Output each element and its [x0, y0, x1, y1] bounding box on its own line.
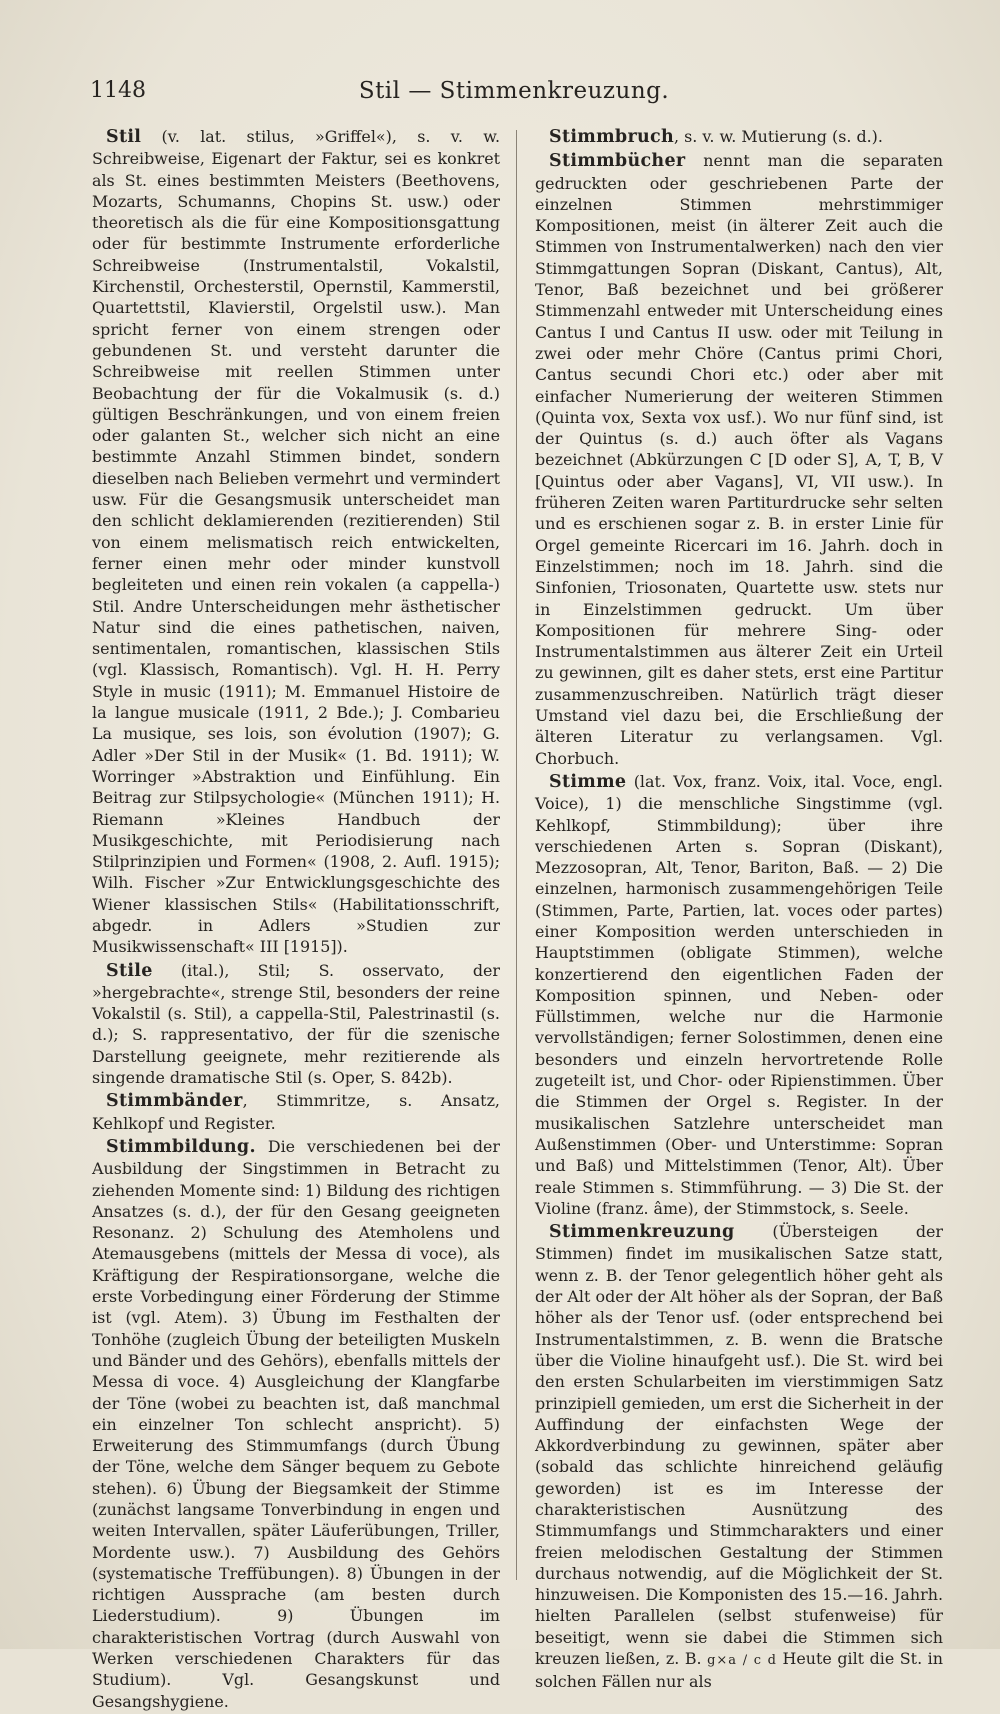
entry-lemma: Stimmbildung. — [106, 1136, 256, 1157]
page-header — [90, 78, 938, 114]
entry-stimmbaender — [92, 1090, 500, 1134]
entry-stil — [92, 126, 500, 958]
entry-stimmenkreuzung — [535, 1221, 943, 1693]
right-column — [535, 126, 943, 1695]
entry-lemma: Stil — [106, 127, 142, 147]
entry-text: , Stimmritze, s. Ansatz, Kehlkopf und Register. — [92, 1091, 500, 1133]
entry-text: (ital.), Stil; S. osservato, der »hergebrachte«, strenge Stil, besonders der reine Vokalstil (s. Stil), a cappella-Stil, Palestrinastil (s. d.); S. rappresentativo, der für die szenische Darstellung geeignete, mehr rezitierende als singende dramatische Stil (s. Oper, S. 842b). — [92, 960, 500, 1088]
entry-stimme — [535, 771, 943, 1219]
entry-text: nennt man die separaten gedruckten oder geschriebenen Parte der einzelnen Stimmen mehrstimmiger Kompositionen, meist (in älterer Zeit auch die Stimmen von Instrumentalwerken) nach den vier Stimmgattungen Sopran (Diskant, Cantus), Alt, Tenor, Baß bezeichnet und bei größerer Stimmenzahl entweder mit Unterscheidung eines Cantus I und Cantus II usw. oder mit Teilung in zwei oder mehr Chöre (Cantus primi Chori, Cantus secundi Chori etc.) oder aber mit einfacher Numerierung der weiteren Stimmen (Quinta vox, Sexta vox usf.). Wo nur fünf sind, ist der Quintus (s. d.) auch öfter als Vagans bezeichnet (Abkürzungen C [D oder S], A, T, B, V [Quintus oder aber Vagans], VI, VII usw.). In früheren Zeiten waren Partiturdrucke sehr selten und es erschienen sogar z. B. in erster Linie für Orgel gemeinte Ricercari im 16. Jahrh. doch in Einzelstimmen; noch im 18. Jahrh. sind die Sinfonien, Triosonaten, Quartette usw. stets nur in Einzelstimmen gedruckt. Um über Kompositionen für mehrere Sing- oder Instrumentalstimmen aus älterer Zeit ein Urteil zu gewinnen, gilt es daher stets, erst eine Partitur zusammenzuschreiben. Natürlich trägt dieser Umstand viel dazu bei, die Erschließung der älteren Literatur zu verlangsamen. Vgl. Chorbuch. — [535, 151, 943, 768]
entry-text: Die verschiedenen bei der Ausbildung der Singstimmen in Betracht zu ziehenden Momente sind: 1) Bildung des richtigen Ansatzes (s. d.), der für den Gesang geeigneten Resonanz. 2) Schulung des Atemholens und Atemausgebens (mittels der Messa di voce), als Kräftigung der Respirationsorgane, welche die erste Vorbedingung einer Förderung der Stimme ist (vgl. Atem). 3) Übung im Festhalten der Tonhöhe (zugleich Übung der beteiligten Muskeln und Bänder und des Gehörs), ebenfalls mittels der Messa di voce. 4) Ausgleichung der Klangfarbe der Töne (wobei zu beachten ist, daß manchmal ein einzelner Ton schlecht anspricht). 5) Erweiterung des Stimmumfangs (durch Übung der Töne, welche dem Sänger bequem zu Gebote stehen). 6) Übung der Biegsamkeit der Stimme (zunächst langsame Tonverbindung in engen und weiten Intervallen, später Läuferübungen, Triller, Mordente usw.). 7) Ausbildung des Gehörs (systematische Treffübungen). 8) Übungen in der richtigen Aussprache (am besten durch Liederstudium). 9) Übungen im charakteristischen Vortrag (durch Auswahl von Werken verschiedenen Charakters für das Studium). Vgl. Gesangskunst und Gesangshygiene. — [92, 1136, 500, 1711]
entry-lemma: Stimmbücher — [549, 151, 686, 172]
entry-text: (v. lat. stilus, »Griffel«), s. v. w. Schreibweise, Eigenart der Faktur, sei es konkret als St. eines bestimmten Meisters (Beethovens, Mozarts, Schumanns, Chopins St. usw.) oder theoretisch als die für eine Kompositionsgattung oder für bestimmte Instrumente erforderliche Schreibweise (Instrumentalstil, Vokalstil, Kirchenstil, Orchesterstil, Opernstil, Kammerstil, Quartettstil, Klavierstil, Orgelstil usw.). Man spricht ferner von einem strengen oder gebundenen St. und versteht darunter die Schreibweise mit reellen Stimmen unter Beobachtung der für die Vokalmusik (s. d.) gültigen Beschränkungen, und von einem freien oder galanten St., welcher sich nicht an eine bestimmte Anzahl Stimmen bindet, sondern dieselben nach Belieben vermehrt und vermindert usw. Für die Gesangsmusik unterscheidet man den schlicht deklamierenden (rezitierenden) Stil von einem melismatisch reich entwickelten, ferner einen mehr oder minder kunstvoll begleiteten und einen rein vokalen (a cappella-) Stil. Andre Unterscheidungen mehr ästhetischer Natur sind die eines pathetischen, naiven, sentimentalen, romantischen, klassischen Stils (vgl. Klassisch, Romantisch). Vgl. H. H. Perry Style in music (1911); M. Emmanuel Histoire de la langue musicale (1911, 2 Bde.); J. Combarieu La musique, ses lois, son évolution (1907); G. Adler »Der Stil in der Musik« (1. Bd. 1911); W. Worringer »Abstraktion und Einfühlung. Ein Beitrag zur Stilpsychologie« (München 1911); H. Riemann »Kleines Handbuch der Musikgeschichte, mit Periodisierung nach Stilprinzipien und Formen« (1908, 2. Aufl. 1915); Wilh. Fischer »Zur Entwicklungsgeschichte des Wiener klassischen Stils« (Habilitationsschrift, abgedr. in Adlers »Studien zur Musikwissenschaft« III [1915]). — [92, 127, 500, 957]
left-column — [92, 126, 500, 1714]
entry-text-tail: Heute gilt die St. in solchen Fällen nur als — [535, 1649, 943, 1692]
entry-lemma: Stimmbruch — [549, 127, 674, 147]
entry-stile — [92, 960, 500, 1089]
column-divider — [516, 130, 517, 1580]
entry-stimmbildung — [92, 1136, 500, 1712]
entry-lemma: Stile — [106, 960, 153, 981]
entry-stimmbuecher — [535, 150, 943, 769]
entry-text: , s. v. w. Mutierung (s. d.). — [673, 127, 883, 146]
entry-lemma: Stimmbänder — [106, 1091, 243, 1112]
entry-text: (lat. Vox, franz. Voix, ital. Voce, engl. Voice), 1) die menschliche Singstimme (vgl. Kehlkopf, Stimmbildung); über ihre verschiedenen Arten s. Sopran (Diskant), Mezzosopran, Alt, Tenor, Bariton, Baß. — 2) Die einzelnen, harmonisch zusammengehörigen Teile (Stimmen, Parte, Partien, lat. voces oder partes) einer Komposition werden unterschieden in Hauptstimmen (obligate Stimmen), welche konzertierend den eigentlichen Faden der Komposition spinnen, und Neben- oder Füllstimmen, welche nur die Harmonie vervollständigen; ferner Solostimmen, denen eine besonders und einzeln hervortretende Rolle zugeteilt ist, und Chor- oder Ripienstimmen. Über die Stimmen der Orgel s. Register. In der musikalischen Satzlehre unterscheidet man Außenstimmen (Ober- und Unterstimme: Sopran und Baß) und Mittelstimmen (Tenor, Alt). Über reale Stimmen s. Stimmführung. — 3) Die St. der Violine (franz. âme), der Stimmstock, s. Seele. — [535, 771, 943, 1218]
running-title: Stil — Stimmenkreuzung. — [358, 78, 670, 104]
voice-crossing-sign: g×a / c d — [707, 1653, 777, 1669]
entry-text: (Übersteigen der Stimmen) findet im musikalischen Satze statt, wenn z. B. der Tenor gelegentlich höher geht als der Alt oder der Alt höher als der Sopran, der Baß höher als der Tenor usf. (oder entsprechend bei Instrumentalstimmen, z. B. wenn die Bratsche über die Violine hinaufgeht usf.). Die St. wird bei den ersten Schularbeiten im vierstimmigen Satz prinzipiell gemieden, um erst die Sicherheit in der Auffindung der einfachsten Wege der Akkordverbindung zu gewinnen, später aber (sobald das schlichte hinreichend geläufig geworden) ist es im Interesse der charakteristischen Ausnützung des Stimmumfangs und Stimmcharakters und einer freien melodischen Gestaltung der Stimmen durchaus notwendig, auf die Möglichkeit der St. hinzuweisen. Die Komponisten des 15.—16. Jahrh. hielten Parallelen (selbst stufenweise) für beseitigt, wenn sie dabei die Stimmen sich kreuzen ließen, z. B. — [535, 1222, 943, 1669]
entry-stimmbruch — [535, 126, 943, 148]
page-number: 1148 — [90, 78, 146, 103]
entry-lemma: Stimmenkreuzung — [549, 1222, 735, 1243]
entry-lemma: Stimme — [549, 771, 627, 792]
